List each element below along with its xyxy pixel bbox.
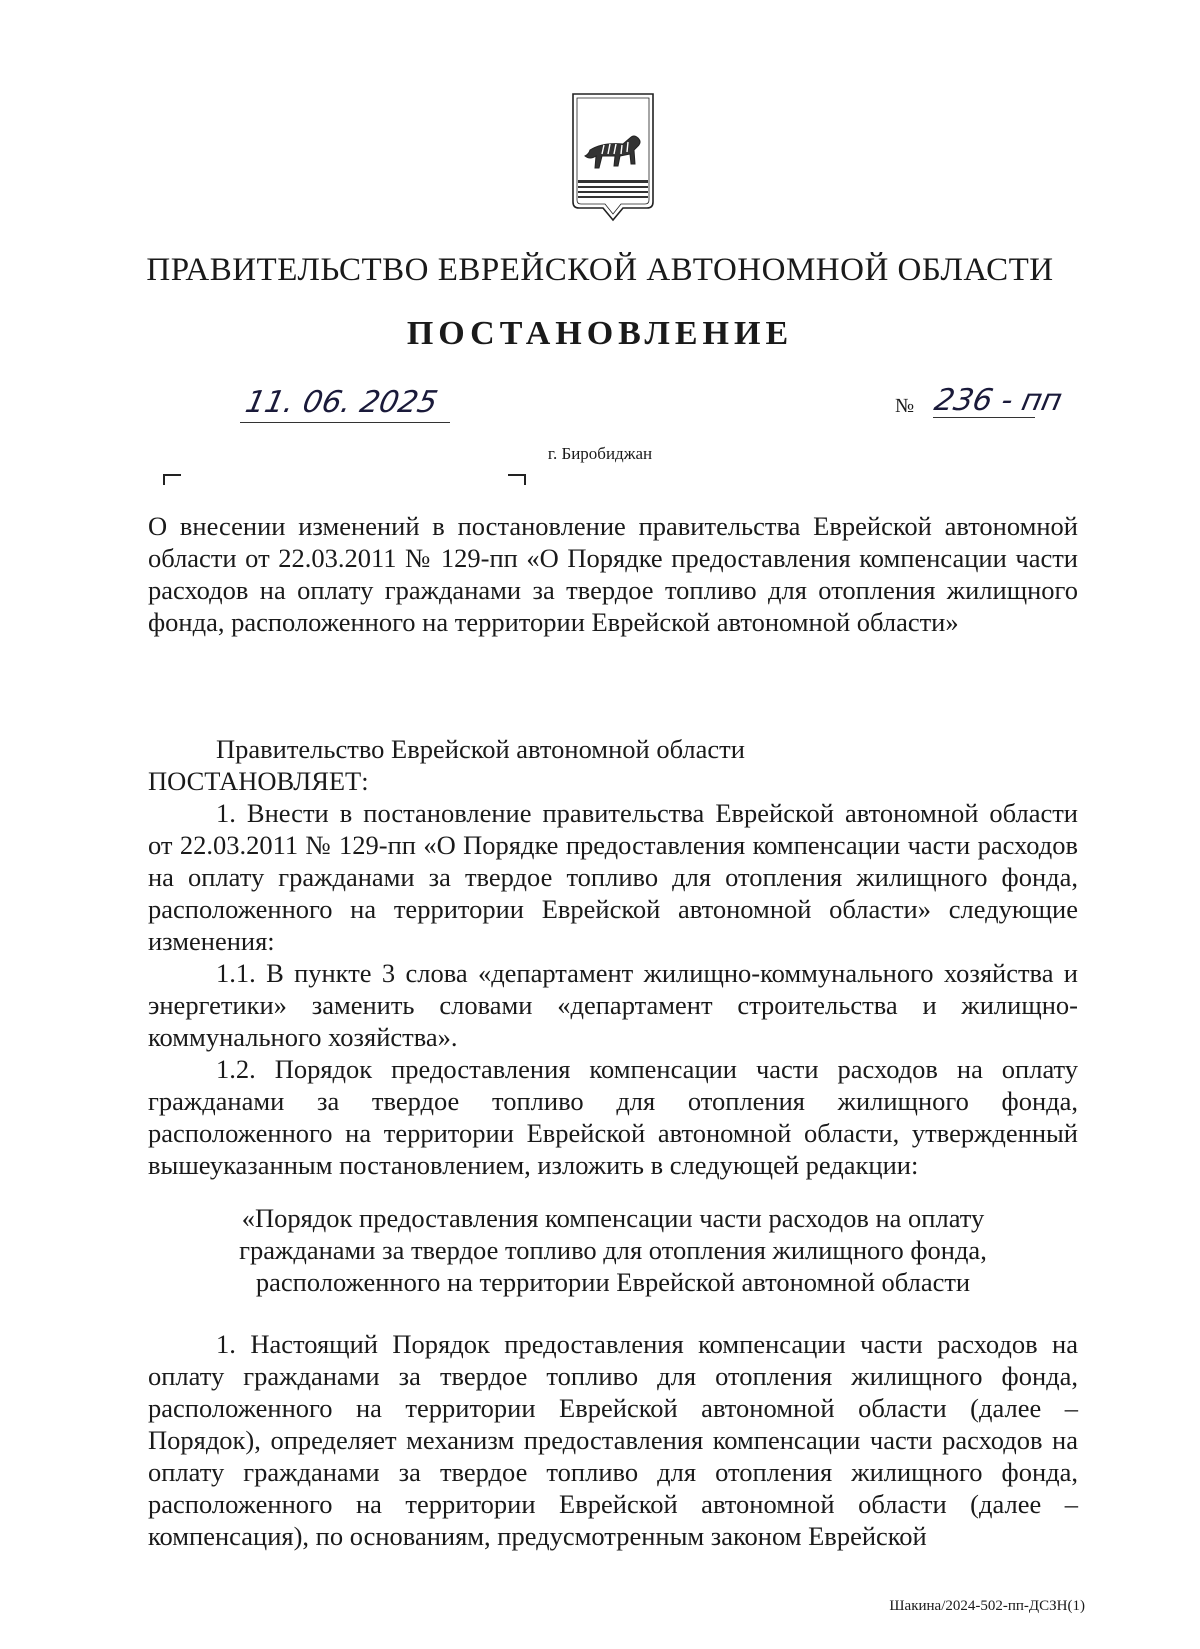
corner-bracket-left-icon bbox=[163, 474, 181, 485]
city-label: г. Биробиджан bbox=[547, 444, 653, 463]
point-1-1: 1.1. В пункте 3 слова «департамент жилищно-коммунального хозяйства и энергетики» заменить словами «департамент строительства и жилищно-коммунального хозяйства». bbox=[148, 958, 1078, 1052]
handwritten-date: 11. 06. 2025 bbox=[242, 385, 441, 420]
preamble-line-1: Правительство Еврейской автономной области bbox=[216, 734, 745, 764]
quoted-order-title bbox=[148, 1202, 1078, 1298]
resolution-points bbox=[148, 797, 1078, 1181]
document-subject: О внесении изменений в постановление правительства Еврейской автономной области от 22.03.2011 № 129-пп «О Порядке предоставления компенсации части расходов на оплату гражданами за твердое топливо для отопления жилищного фонда, расположенного на территории Еврейской автономной области» bbox=[148, 511, 1078, 637]
coat-of-arms-icon bbox=[568, 90, 658, 225]
preamble bbox=[148, 733, 1078, 797]
point-1-2: 1.2. Порядок предоставления компенсации части расходов на оплату гражданами за твердое топливо для отопления жилищного фонда, расположенного на территории Еврейской автономной области, утвержденный вышеуказанным постановлением, изложить в следующей редакции: bbox=[148, 1054, 1078, 1180]
preamble-line-2: ПОСТАНОВЛЯЕТ: bbox=[148, 766, 369, 796]
quoted-title-line: «Порядок предоставления компенсации части расходов на оплату bbox=[241, 1203, 985, 1233]
number-sign: № bbox=[895, 395, 915, 417]
point-1: 1. Внести в постановление правительства Еврейской автономной области от 22.03.2011 № 129-пп «О Порядке предоставления компенсации части расходов на оплату гражданами за твердое топливо для отопления жилищного фонда, расположенного на территории Еврейской автономной области» следующие изменения: bbox=[148, 798, 1078, 956]
handwritten-number: 236 - пп bbox=[931, 383, 1066, 418]
corner-bracket-right-icon bbox=[508, 474, 526, 485]
order-point-1: 1. Настоящий Порядок предоставления компенсации части расходов на оплату гражданами за твердое топливо для отопления жилищного фонда, расположенного на территории Еврейской автономной области (далее – Порядок), определяет механизм предоставления компенсации части расходов на оплату гражданами за твердое топливо для отопления жилищного фонда, расположенного на территории Еврейской автономной области (далее – компенсация), по основаниям, предусмотренным законом Еврейской bbox=[148, 1329, 1078, 1551]
quoted-title-line: гражданами за твердое топливо для отопления жилищного фонда, bbox=[239, 1235, 987, 1265]
quoted-title-line: расположенного на территории Еврейской автономной области bbox=[255, 1267, 971, 1297]
document-type-title: ПОСТАНОВЛЕНИЕ bbox=[406, 315, 794, 352]
organization-title: ПРАВИТЕЛЬСТВО ЕВРЕЙСКОЙ АВТОНОМНОЙ ОБЛАСТИ bbox=[146, 252, 1054, 288]
number-field bbox=[895, 372, 1065, 422]
date-field bbox=[240, 372, 450, 423]
footer-reference: Шакина/2024-502-пп-ДСЗН(1) bbox=[889, 1598, 1085, 1614]
